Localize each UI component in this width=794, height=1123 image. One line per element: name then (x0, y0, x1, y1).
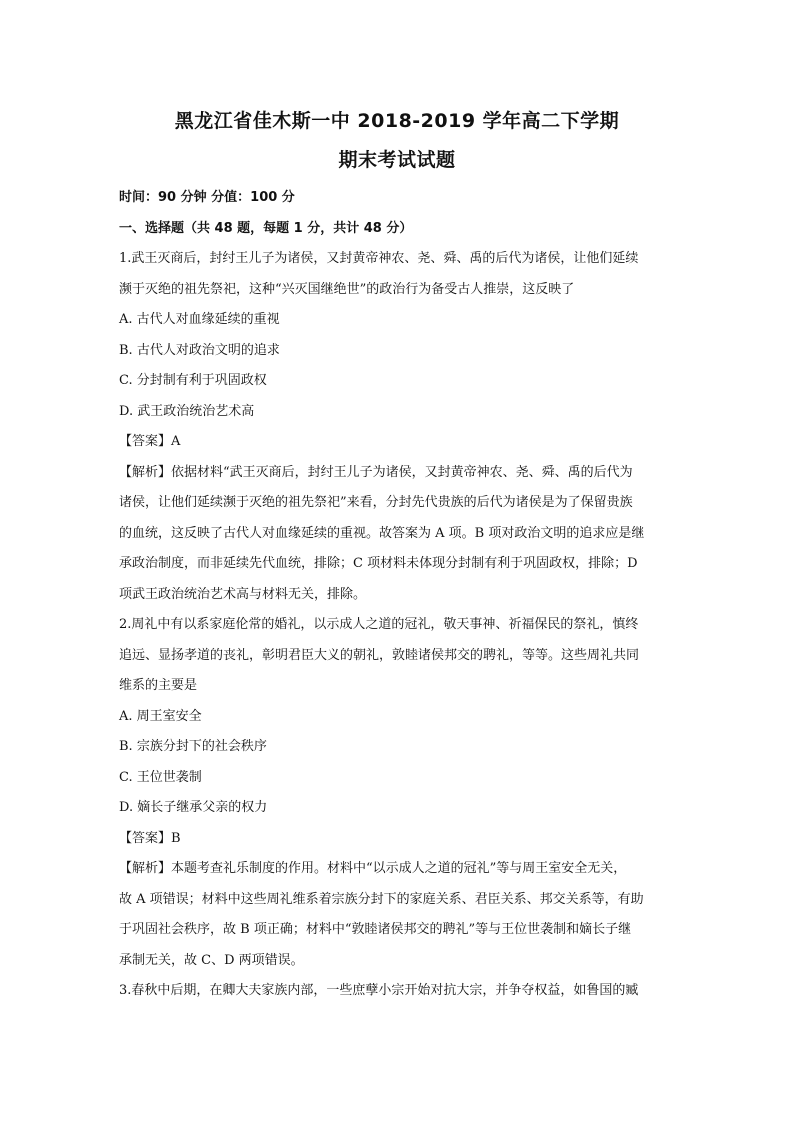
document-body (119, 183, 679, 1007)
question-2-analysis-line-4: 承制无关，故 C、D 两项错误。 (119, 952, 304, 968)
question-2-option-c: C. 王位世袭制 (119, 769, 202, 785)
question-2-analysis-line-3: 于巩固社会秩序，故 B 项正确；材料中“敦睦诸侯邦交的聘礼”等与王位世袭制和嫡长子继 (119, 922, 632, 937)
question-1-option-a: A. 古代人对血缘延续的重视 (119, 312, 280, 327)
question-1-stem-line-1: 1.武王灭商后，封纣王儿子为诸侯，又封黄帝神农、尧、舜、禹的后代为诸侯，让他们延续 (119, 251, 639, 266)
question-1-analysis-line-5: 项武王政治统治艺术高与材料无关，排除。 (119, 586, 367, 602)
question-2-stem-line-1: 2.周礼中有以系家庭伦常的婚礼，以示成人之道的冠礼，敬天事神、祈福保民的祭礼，慎终 (119, 617, 639, 632)
question-1-option-d: D. 武王政治统治艺术高 (119, 403, 255, 419)
question-2-analysis-line-2: 故 A 项错误；材料中这些周礼维系着宗族分封下的家庭关系、君臣关系、邦交关系等，有助 (119, 891, 644, 907)
question-1-answer: 【答案】A (119, 434, 181, 449)
section-heading: 一、选择题（共 48 题，每题 1 分，共计 48 分） (119, 220, 413, 236)
question-1-analysis-line-4: 承政治制度，而非延续先代血统，排除；C 项材料未体现分封制有利于巩固政权，排除；D (119, 556, 638, 571)
question-1-analysis-line-2: 诸侯，让他们延续濒于灭绝的祖先祭祀”来看，分封先代贵族的后代为诸侯是为了保留贵族 (119, 495, 633, 510)
document-title-line-2: 期末考试试题 (338, 149, 456, 171)
question-1-analysis-line-1: 【解析】依据材料“武王灭商后，封纣王儿子为诸侯，又封黄帝神农、尧、舜、禹的后代为 (119, 464, 633, 480)
question-1-option-b: B. 古代人对政治文明的追求 (119, 342, 280, 358)
question-2-stem-line-3: 维系的主要是 (119, 678, 198, 693)
question-2-option-d: D. 嫡长子继承父亲的权力 (119, 800, 268, 815)
question-2-analysis-line-1: 【解析】本题考查礼乐制度的作用。材料中“以示成人之道的冠礼”等与周王室安全无关， (119, 861, 627, 876)
question-3-stem-line-1: 3.春秋中后期，在卿大夫家族内部，一些庶孽小宗开始对抗大宗，并争夺权益，如鲁国的臧 (119, 983, 639, 998)
question-2-option-b: B. 宗族分封下的社会秩序 (119, 739, 267, 754)
question-1-stem-line-2: 濒于灭绝的祖先祭祀，这种“兴灭国继绝世”的政治行为备受古人推崇，这反映了 (119, 281, 575, 297)
question-2-answer: 【答案】B (119, 830, 181, 846)
exam-meta: 时间：90 分钟 分值：100 分 (119, 190, 295, 205)
question-1-option-c: C. 分封制有利于巩固政权 (119, 373, 267, 388)
question-2-stem-line-2: 追远、显扬孝道的丧礼，彰明君臣大义的朝礼，敦睦诸侯邦交的聘礼，等等。这些周礼共同 (119, 647, 640, 663)
question-1-analysis-line-3: 的血统，这反映了古代人对血缘延续的重视。故答案为 A 项。B 项对政治文明的追求应是继 (119, 525, 645, 541)
question-2-option-a: A. 周王室安全 (119, 708, 202, 724)
document-title-line-1: 黑龙江省佳木斯一中 2018-2019 学年高二下学期 (174, 110, 620, 132)
